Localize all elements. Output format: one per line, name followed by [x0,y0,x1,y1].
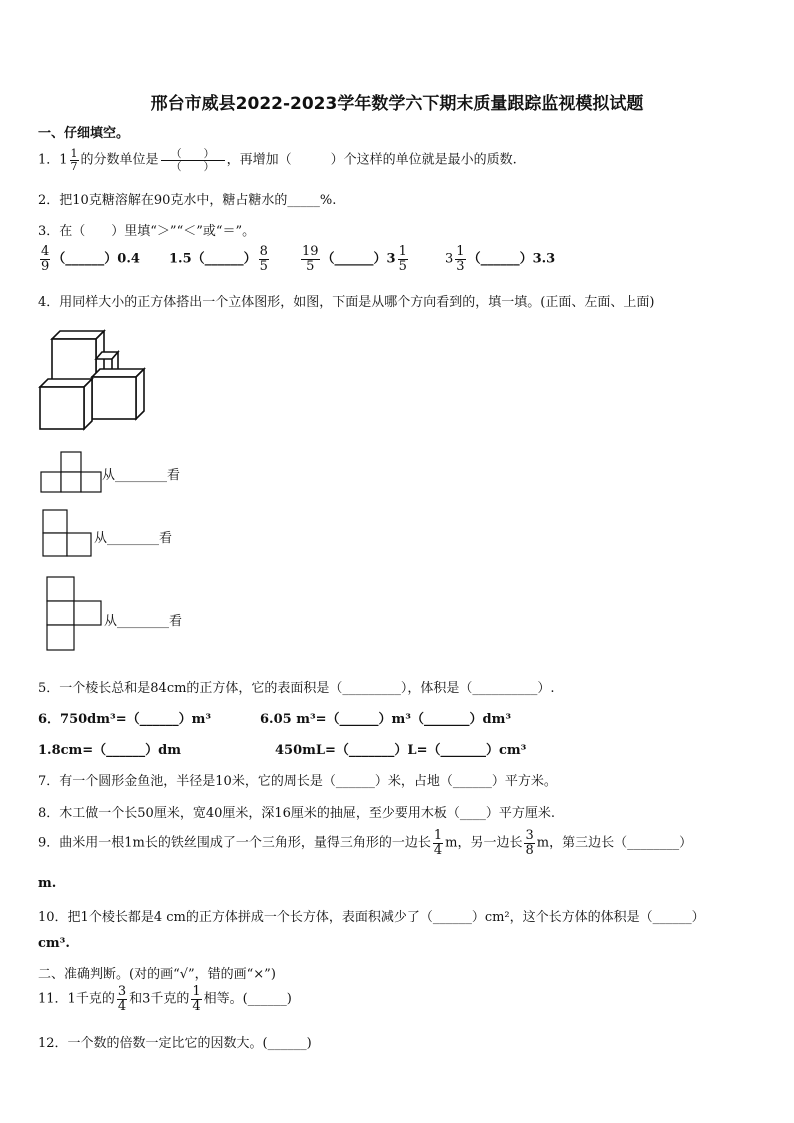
question-10-end: cm³. [38,936,70,951]
q1-prefix: 1．1 [38,152,68,168]
question-6d: 450mL=（_______）L=（_______）cm³ [275,743,527,758]
cube-stack-figure [38,325,148,433]
page-title: 邢台市威县2022-2023学年数学六下期末质量跟踪监视模拟试题 [150,94,644,114]
section-2-heading: 二、准确判断。(对的画“√”，错的画“×”) [38,967,276,982]
question-9: 9．曲米用一根1m长的铁丝围成了一个三角形，量得三角形的一边长 $\frac{1}{4}$ m，另一边长 $\frac{3}{8}$ m，第三边长（________） [38,828,693,858]
q3-item-3: $\frac{19}{5}$ （______）3 $\frac{1}{5}$ [302,244,407,274]
question-1 [38,148,517,172]
q1-text-end: ，再增加（ ）个这样的单位就是最小的质数. [226,152,517,168]
question-8: 8．木工做一个长50厘米，宽40厘米，深16厘米的抽屉，至少要用木板（____）平方厘米. [38,806,556,821]
view-1-label: 从________看 [102,468,181,483]
question-12: 12．一个数的倍数一定比它的因数大。(______) [38,1036,312,1051]
view-2-label: 从________看 [94,531,173,546]
q1-text: 的分数单位是 [80,152,159,168]
question-3: 3．在（ ）里填“＞”“＜”或“＝”。 [38,224,256,239]
question-6b: 6.05 m³=（______）m³（_______）dm³ [260,712,512,727]
question-2: 2．把10克糖溶解在90克水中，糖占糖水的_____%. [38,193,337,208]
q1-mixed-fraction: $\frac{1}{7}$ [70,147,78,173]
q3-item-2: 1.5（______） $\frac{8}{5}$ [169,244,268,274]
question-11: 11．1千克的 $\frac{3}{4}$ 和3千克的 $\frac{1}{4}$ 相等。(______) [38,984,292,1014]
view-3-label: 从________看 [104,614,183,629]
section-1-heading: 一、仔细填空。 [38,126,130,141]
question-6a: 6．750dm³=（______）m³ [38,712,212,727]
view-1-grid [39,451,103,493]
question-9-end: m. [38,876,57,891]
view-2-grid [41,509,93,557]
q3-item-1: $\frac{4}{9}$ （______）0.4 [41,244,140,274]
q3-item-4: 3 $\frac{1}{3}$ （______）3.3 [445,244,556,274]
question-7: 7．有一个圆形金鱼池，半径是10米，它的周长是（______）米，占地（______）平方米。 [38,774,557,789]
question-4: 4．用同样大小的正方体搭出一个立体图形，如图，下面是从哪个方向看到的，填一填。(正面、左面、上面) [38,295,655,310]
question-10: 10．把1个棱长都是4 cm的正方体拼成一个长方体，表面积减少了（______）cm²，这个长方体的体积是（______） [38,910,705,925]
question-5: 5．一个棱长总和是84cm的正方体，它的表面积是（_________），体积是（__________）. [38,681,555,696]
question-6c: 1.8cm=（______）dm [38,743,182,758]
view-3-grid [45,576,103,652]
q1-blank-fraction[interactable]: $\frac{( )}{( )}$ [161,148,225,172]
